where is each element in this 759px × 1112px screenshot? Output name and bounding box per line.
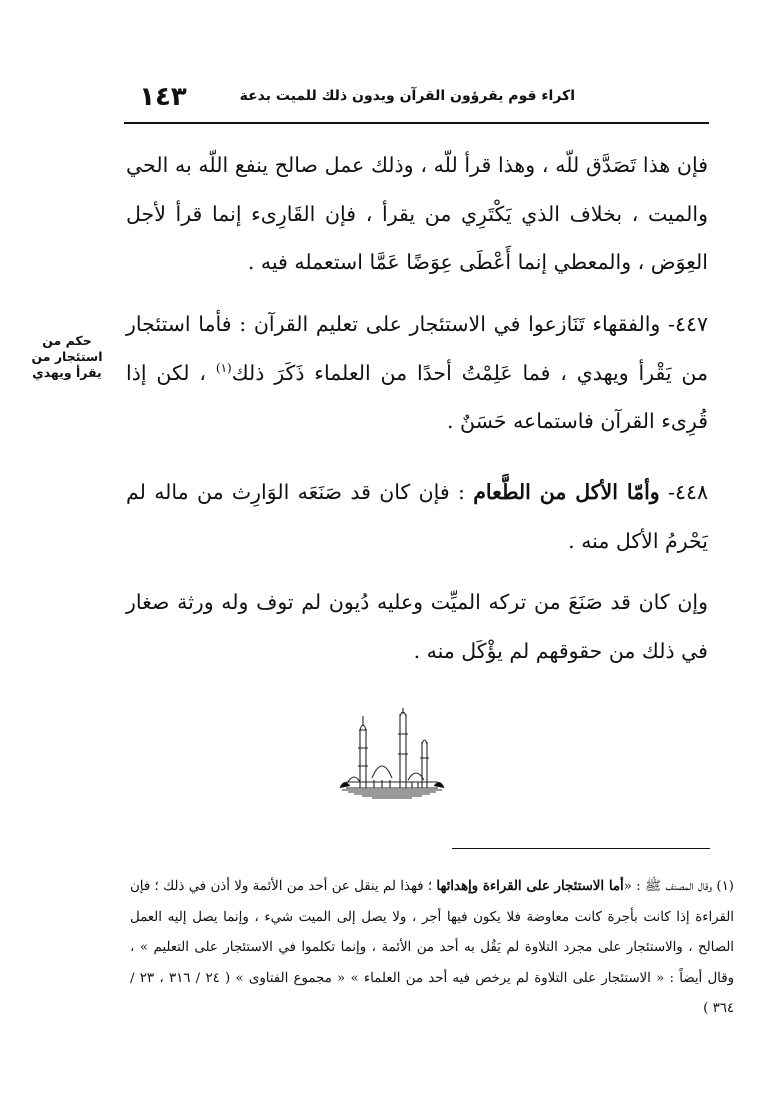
margin-note-line: يقرأ ويهدي: [32, 365, 102, 380]
footnote-intro: وقال المصنف ﷺ : «: [623, 879, 713, 894]
page-number: ١٤٣: [139, 82, 187, 112]
paragraph-448: [126, 468, 708, 565]
margin-note: [14, 333, 120, 381]
footnote: [130, 872, 734, 1025]
paragraph-447: [126, 300, 708, 446]
paragraph-number: ٤٤٧-: [668, 312, 708, 336]
paragraph-heading: وأمّا الأكل من الطَّعام: [473, 480, 660, 504]
paragraph-text-continued: ، لكن إذا قُرِىء القرآن فاستماعه حَسَنٌ .: [126, 360, 708, 433]
margin-note-line: استئجار من: [31, 349, 103, 364]
paragraph-followup: [126, 578, 708, 675]
paragraph-text: وإن كان قد صَنَعَ من تركه الميِّت وعليه دُيون لم توف وله ورثة صغار في ذلك من حقوقهم لم يؤْكَل منه .: [126, 590, 708, 663]
paragraph-number: ٤٤٨-: [668, 480, 708, 504]
header-rule: [124, 122, 709, 124]
margin-note-line: حكم من: [42, 333, 92, 348]
running-title: اكراء قوم يقرؤون القرآن ويدون ذلك للميت بدعة: [239, 88, 575, 104]
paragraph-text: والفقهاء تَنَازعوا في الاستئجار على تعليم القرآن : فأما استئجار من يَقْرأ ويهدي ، فما عَلِمْتُ أحدًا من العلماء ذَكَرَ ذلك: [126, 312, 709, 385]
footnote-reference[interactable]: (١): [215, 360, 232, 375]
footnote-rule: [452, 848, 710, 849]
paragraph-continuation: [126, 141, 708, 287]
paragraph-text: فإن هذا تَصَدَّق للّه ، وهذا قرأ للّه ، وذلك عمل صالح ينفع اللّه به الحي والميت ، بخلاف الذي يَكْتَرِي من يقرأ ، فإن القَارِىء إنما قرأ لأجل العِوَض ، والمعطي إنما أَعْطَى عِوَضًا عَمَّا استعمله فيه .: [126, 153, 708, 274]
footnote-marker: (١): [716, 879, 734, 894]
mosque-illustration-icon: [338, 708, 446, 800]
footnote-bold-quote: أما الاستئجار على القراءة وإهدائها: [436, 879, 624, 894]
paragraph-text: : فإن كان قد صَنَعَه الوَارِث من ماله لم يَحْرمُ الأكل منه .: [126, 480, 708, 553]
footnote-text: ؛ فهذا لم ينقل عن أحد من الأئمة ولا أذن في ذلك ؛ فإن القراءة إذا كانت بأجرة كانت معاوضة فلا يكون فيها أجر ، ولا يصل إلى الميت شيء ، وإنما يصل إليه العمل الصالح ، والاستئجار على مجرد التلاوة لم يَقُل به أحد من الأئمة ، وإنما تكلموا في الاستئجار على التعليم » ، وقال أيضاً : « الاستئجار على التلاوة لم يرخص فيه أحد من العلماء » « مجموع الفتاوى » ( ٢٤ / ٣١٦ ، ٢٣ / ٣٦٤ ): [130, 879, 735, 1016]
